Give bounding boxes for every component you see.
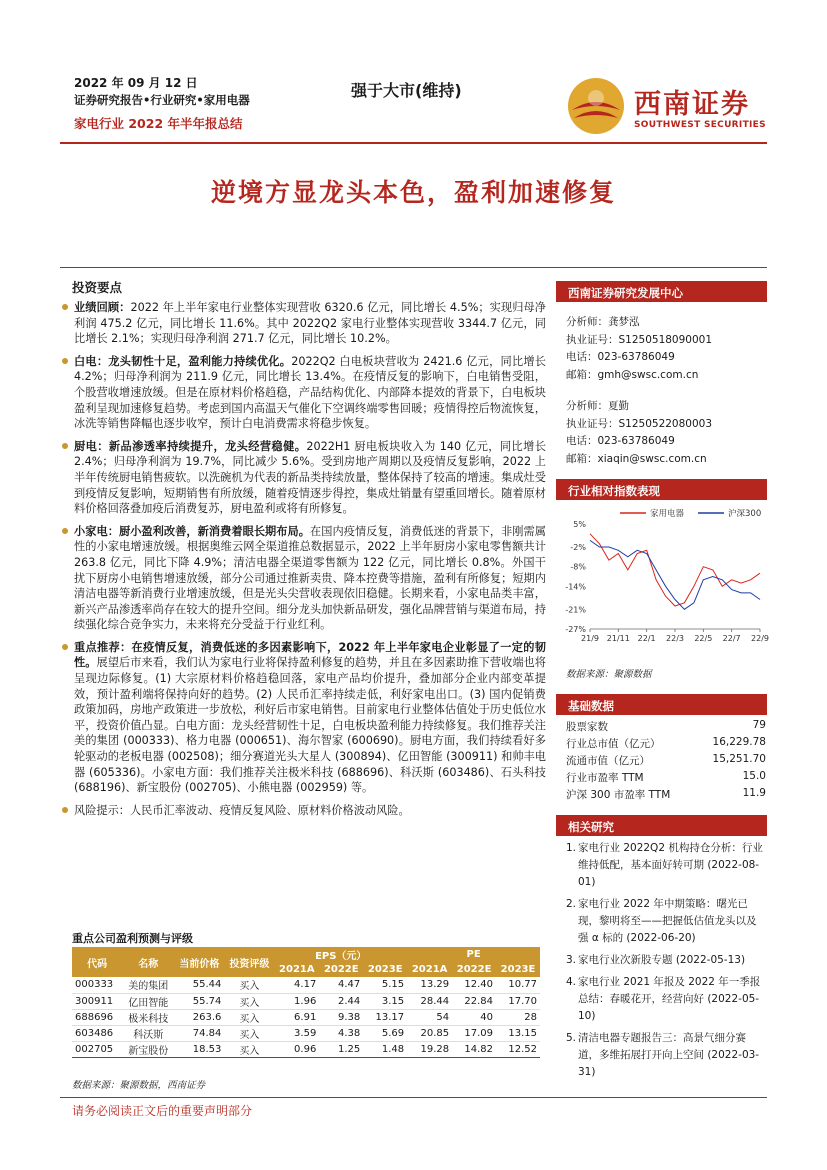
cell-value: 5.69 xyxy=(381,1027,405,1039)
cell-value: 28 xyxy=(524,1011,537,1023)
related-text: 家电行业 2021 年报及 2022 年一季报总结：春暖花开，经营向好 (2022-05-10) xyxy=(578,976,761,1022)
table-source: 数据来源：聚源数据，西南证券 xyxy=(72,1080,206,1091)
related-item[interactable] xyxy=(566,974,766,1025)
legend-label: 家用电器 xyxy=(650,509,685,519)
point-item xyxy=(62,300,546,347)
report-type: 证券研究报告•行业研究•家用电器 xyxy=(74,93,250,107)
cell-value: 17.09 xyxy=(464,1027,494,1039)
table-row xyxy=(72,1041,540,1057)
related-research-list xyxy=(566,840,766,1086)
basic-data-value: 11.9 xyxy=(742,787,766,799)
point-item xyxy=(62,524,546,633)
cell-name: 亿田智能 xyxy=(128,997,169,1009)
col-year: 2021A xyxy=(407,962,452,977)
cell-value: 12.40 xyxy=(464,979,494,991)
x-tick-label: 21/9 xyxy=(581,634,599,643)
chart-title: 行业相对指数表现 xyxy=(556,479,767,500)
logo-text-en: SOUTHWEST SECURITIES xyxy=(634,120,766,130)
col-price: 当前价格 xyxy=(174,947,224,977)
cell-value: 13.29 xyxy=(420,979,450,991)
cell-value: 1.25 xyxy=(337,1043,361,1055)
analyst-email[interactable]: 邮箱：gmh@swsc.com.cn xyxy=(566,368,699,381)
x-tick-label: 22/3 xyxy=(666,634,684,643)
basic-data-key: 行业总市值（亿元） xyxy=(566,738,661,750)
basic-data-value: 15,251.70 xyxy=(712,753,766,765)
basic-data-key: 股票家数 xyxy=(566,721,608,733)
basic-data-row xyxy=(566,736,766,753)
cell-code: 000333 xyxy=(75,979,114,991)
analyst-phone: 电话：023-63786049 xyxy=(566,435,675,447)
series-line-appliance xyxy=(590,534,760,606)
bullet-icon xyxy=(62,807,68,813)
bullet-icon xyxy=(62,443,68,449)
cell-value: 20.85 xyxy=(420,1027,450,1039)
y-tick-label: -2% xyxy=(570,542,586,552)
bullet-icon xyxy=(62,528,68,534)
point-heading: 重点推荐：在疫情反复，消费低迷的多因素影响下，2022 年上半年家电企业彰显了一定的韧性。 xyxy=(74,640,546,670)
analyst-name: 分析师：夏勤 xyxy=(566,400,629,412)
basic-data-row xyxy=(566,719,766,736)
footer-divider xyxy=(60,1097,767,1098)
cell-value: 4.17 xyxy=(294,979,317,991)
cell-name: 科沃斯 xyxy=(133,1029,164,1041)
y-tick-label: 5% xyxy=(573,520,586,529)
cell-value: 5.15 xyxy=(381,979,405,991)
col-code: 代码 xyxy=(72,947,122,977)
cell-name: 新宝股份 xyxy=(128,1045,169,1057)
analyst-phone: 电话：023-63786049 xyxy=(566,351,675,363)
y-tick-label: -14% xyxy=(565,582,586,592)
research-center-title: 西南证券研究发展中心 xyxy=(556,281,767,302)
cell-value: 4.47 xyxy=(337,979,361,991)
legend-label: 沪深300 xyxy=(728,509,762,519)
related-index: 1. xyxy=(566,842,577,854)
x-tick-label: 22/7 xyxy=(722,634,741,643)
report-subtitle: 家电行业 2022 年半年报总结 xyxy=(74,116,243,131)
y-tick-label: -21% xyxy=(565,605,586,615)
cell-rating: 买入 xyxy=(239,1013,260,1025)
cell-value: 6.91 xyxy=(294,1011,317,1023)
point-item xyxy=(62,354,546,432)
page-title: 逆境方显龙头本色，盈利加速修复 xyxy=(210,178,616,207)
related-text: 家电行业 2022 年中期策略：曙光已现，黎明将至——把握低估值龙头以及强 α 标的 (2022-06-20) xyxy=(578,898,757,944)
basic-data-title: 基础数据 xyxy=(556,694,767,715)
basic-data-value: 16,229.78 xyxy=(712,736,766,748)
cell-name: 美的集团 xyxy=(128,981,169,993)
point-item xyxy=(62,439,546,517)
table-title: 重点公司盈利预测与评级 xyxy=(72,932,193,945)
logo-text-cn: 西南证券 xyxy=(634,89,750,120)
cell-rating: 买入 xyxy=(239,981,260,993)
point-item xyxy=(62,803,546,819)
x-tick-label: 22/1 xyxy=(637,634,656,643)
y-tick-label: -27% xyxy=(565,625,586,634)
basic-data-row xyxy=(566,770,766,787)
point-text: 展望后市来看，我们认为家电行业将保持盈利修复的趋势，并且在多因素助推下营收端也将呈现边际修复。(1) 大宗原材料价格趋稳回落，家电产品均价提升，叠加部分企业内部变革提效，预计盈利端将保持向好的趋势。(2) 人民币汇率持续走低，利好家电出口。(3) 国内促销费政策加码，房地产政策进一步放松，利好后市家电销售。目前家电行业整体估值处于历史低位水平，投资价值凸显。白电方面：龙头经营韧性十足，白电板块盈利能力持续修复。我们推荐关注美的集团 (000333)、格力电器 (000651)、海尔智家 (600690)。厨电方面，我们持续看好多轮驱动的老板电器 (002508)；细分赛道光头大星人 (300894)、亿田智能 (300911) 和帅丰电器 (605336)。小家电方面：我们推荐关注极米科技 (688696)、科沃斯 (603486)、石头科技 (688196)、新宝股份 (002705)、小熊电器 (002959) 等。 xyxy=(74,656,546,795)
cell-value: 17.70 xyxy=(508,995,537,1007)
table-row xyxy=(72,977,540,993)
analyst-license: 执业证号：S1250522080003 xyxy=(566,417,713,430)
cell-value: 13.17 xyxy=(375,1011,405,1023)
related-item[interactable] xyxy=(566,952,766,969)
cell-price: 74.84 xyxy=(192,1027,222,1039)
related-text: 清洁电器专题报告三：高景气细分赛道，多维拓展打开向上空间 (2022-03-31) xyxy=(578,1032,760,1078)
related-research-title: 相关研究 xyxy=(556,815,767,836)
series-line-hs300 xyxy=(590,540,760,609)
cell-rating: 买入 xyxy=(239,997,260,1009)
cell-value: 4.38 xyxy=(337,1027,361,1039)
col-year: 2023E xyxy=(363,962,407,977)
point-item xyxy=(62,640,546,796)
cell-value: 10.77 xyxy=(508,979,537,991)
chart-source: 数据来源：聚源数据 xyxy=(566,669,652,680)
point-text: 2022 年上半年家电行业整体实现营收 6320.6 亿元，同比增长 4.5%；实现归母净利润 475.2 亿元，同比增长 11.6%。其中 2022Q2 家电行业整体实现营收 3344.7 亿元，同比增长 2.1%；实现归母净利润 271.7 亿元，同比增长 10.2%。 xyxy=(74,301,546,346)
cell-value: 54 xyxy=(436,1011,450,1023)
col-name: 名称 xyxy=(122,947,174,977)
related-index: 3. xyxy=(566,954,577,966)
col-year: 2021A xyxy=(274,962,319,977)
cell-code: 002705 xyxy=(75,1043,114,1055)
point-text: 在国内疫情反复，消费低迷的背景下，非刚需属性的小家电增速放缓。根据奥维云网全渠道推总数据显示，2022 上半年厨房小家电零售额共计 263.8 亿元，同比下降 4.9%；清洁电器全渠道零售额为 122 亿元，同比增长 0.8%。外国干扰下厨房小电销售增速放缓，部分公司通过推新卖贵、降本控费等措施，盈利有所修复；短期内清洁电器等新消费行业增速放缓，但是光头尖营收表现依旧稳健。长期来看，小家电品类丰富，新兴产品渗透率尚存在较大的提升空间。细分龙头加快新品研发，强化品牌营销与渠道布局，持续强化综合竞争实力，未来将充分受益于行业红利。 xyxy=(74,524,546,632)
point-heading: 业绩回顾： xyxy=(74,301,131,314)
investment-points xyxy=(62,300,546,825)
cell-code: 688696 xyxy=(75,1011,114,1023)
cell-value: 19.28 xyxy=(420,1043,450,1055)
cell-value: 13.15 xyxy=(508,1027,537,1039)
point-heading: 厨电：新品渗透率持续提升，龙头经营稳健。 xyxy=(74,439,307,453)
basic-data-value: 15.0 xyxy=(742,770,766,782)
cell-value: 14.82 xyxy=(464,1043,494,1055)
cell-code: 603486 xyxy=(75,1027,114,1039)
related-item[interactable] xyxy=(566,896,766,947)
related-item[interactable] xyxy=(566,840,766,891)
basic-data-key: 流通市值（亿元） xyxy=(566,755,650,767)
table-row xyxy=(72,993,540,1009)
basic-data-row xyxy=(566,753,766,770)
x-tick-label: 22/9 xyxy=(751,634,769,643)
related-item[interactable] xyxy=(566,1030,766,1081)
table-row xyxy=(72,1009,540,1025)
basic-data-key: 行业市盈率 TTM xyxy=(566,772,644,784)
cell-value: 12.52 xyxy=(508,1043,537,1055)
cell-name: 极米科技 xyxy=(128,1013,169,1025)
section-title: 投资要点 xyxy=(72,280,123,295)
analyst-block xyxy=(566,314,712,468)
point-text: 2022Q2 白电板块营收为 2421.6 亿元，同比增长 4.2%；归母净利润为 211.9 亿元，同比增长 13.4%。在疫情反复的影响下，白电销售受阻，个股营收增速放缓。但是在原材料价格趋稳，产品结构优化、内部降本提效的背景下，白电板块盈利呈现加速修复趋势。考虑到国内高温天气催化下空调终端零售回暖；疫情得控后物流恢复，冰洗等销售降幅也逐步收窄，预计白电消费需求将稳步恢复。 xyxy=(74,354,546,431)
bullet-icon xyxy=(62,358,68,364)
col-year: 2022E xyxy=(452,962,496,977)
cell-price: 263.6 xyxy=(192,1011,222,1023)
x-tick-label: 21/11 xyxy=(606,634,630,643)
x-tick-label: 22/5 xyxy=(694,634,713,643)
cell-value: 3.15 xyxy=(381,995,405,1007)
point-heading: 白电：龙头韧性十足，盈利能力持续优化。 xyxy=(74,354,292,368)
bullet-icon xyxy=(62,644,68,650)
related-index: 5. xyxy=(566,1032,577,1044)
forecast-table xyxy=(72,947,540,1058)
header-divider xyxy=(60,142,767,144)
point-text: 风险提示：人民币汇率波动、疫情反复风险、原材料价格波动风险。 xyxy=(74,803,410,817)
basic-data-key: 沪深 300 市盈率 TTM xyxy=(566,789,671,801)
cell-value: 28.44 xyxy=(420,995,450,1007)
point-text: 2022H1 厨电板块收入为 140 亿元，同比增长 2.4%；归母净利润为 19.7%，同比减少 5.6%。受到房地产周期以及疫情反复影响，2022 上半年传统厨电销售疲软。以洗碗机为代表的新品类持续放量，整体保持了较高的增速。集成灶受到疫情反复影响，短期销售有所放缓，随着疫情逐步得控，集成灶销量有望重回增长。随着原材料价格回落叠加疫后消费复苏，厨电盈利或将有所修复。 xyxy=(74,439,546,516)
cell-value: 2.44 xyxy=(337,995,361,1007)
cell-price: 55.44 xyxy=(192,979,222,991)
analyst-name: 分析师：龚梦泓 xyxy=(566,316,640,328)
cell-rating: 买入 xyxy=(239,1045,260,1057)
analyst-license: 执业证号：S1250518090001 xyxy=(566,333,713,346)
cell-value: 1.96 xyxy=(294,995,317,1007)
bullet-icon xyxy=(62,304,68,310)
footer-disclaimer: 请务必阅读正文后的重要声明部分 xyxy=(72,1104,253,1118)
cell-code: 300911 xyxy=(75,995,114,1007)
basic-data-row xyxy=(566,787,766,804)
analyst-email[interactable]: 邮箱：xiaqin@swsc.com.cn xyxy=(566,452,707,465)
cell-price: 18.53 xyxy=(192,1043,222,1055)
title-divider xyxy=(60,267,767,268)
basic-data-value: 79 xyxy=(752,719,766,731)
related-text: 家电行业次新股专题 (2022-05-13) xyxy=(578,954,746,966)
report-date: 2022 年 09 月 12 日 xyxy=(74,76,198,90)
related-index: 4. xyxy=(566,976,577,988)
cell-value: 9.38 xyxy=(337,1011,361,1023)
col-year: 2022E xyxy=(319,962,363,977)
cell-rating: 买入 xyxy=(239,1029,260,1041)
col-year: 2023E xyxy=(496,962,540,977)
col-rating: 投资评级 xyxy=(224,947,274,977)
industry-rating: 强于大市(维持) xyxy=(351,81,462,100)
table-row xyxy=(72,1025,540,1041)
cell-value: 1.48 xyxy=(381,1043,405,1055)
cell-price: 55.74 xyxy=(192,995,222,1007)
cell-value: 40 xyxy=(480,1011,494,1023)
related-index: 2. xyxy=(566,898,577,910)
col-eps: EPS（元） xyxy=(274,947,407,962)
cell-value: 0.96 xyxy=(294,1043,317,1055)
point-heading: 小家电：厨小盈利改善，新消费着眼长期布局。 xyxy=(74,524,311,538)
y-tick-label: -8% xyxy=(570,562,586,572)
cell-value: 3.59 xyxy=(294,1027,317,1039)
logo-emblem-icon xyxy=(566,76,626,136)
col-pe: PE xyxy=(407,947,540,962)
relative-index-chart xyxy=(560,504,767,654)
cell-value: 22.84 xyxy=(464,995,494,1007)
related-text: 家电行业 2022Q2 机构持仓分析：行业维持低配，基本面好转可期 (2022-08-01) xyxy=(578,842,763,888)
